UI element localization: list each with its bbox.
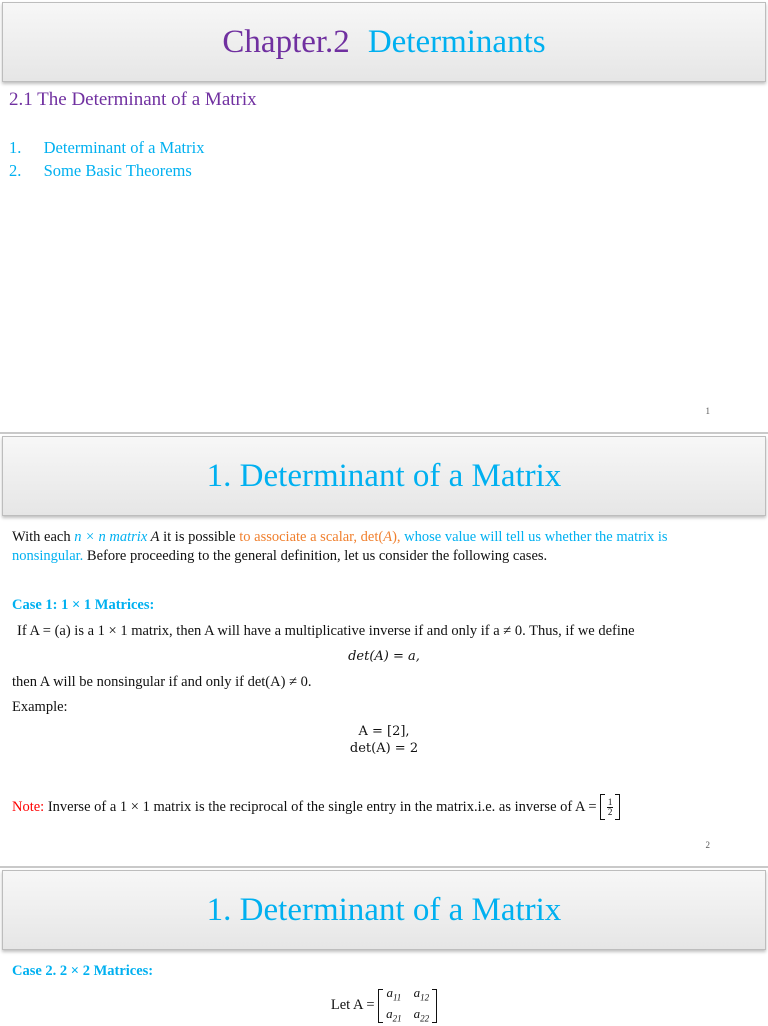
slide-2-title-text: 1. Determinant of a Matrix	[206, 457, 562, 494]
slide-1	[0, 0, 768, 432]
toc-item-2-number: 2.	[9, 161, 22, 180]
case1-then: then A will be nonsingular if and only if det(A) ≠ 0.	[12, 674, 312, 690]
note-line	[12, 794, 620, 820]
slide-2	[0, 434, 768, 866]
intro-line-1	[12, 529, 668, 546]
intro-scalar-close: ),	[392, 529, 405, 545]
intro-nonsingular: nonsingular.	[12, 548, 84, 564]
example-eq-2: det(A) = 2	[349, 741, 419, 756]
slide-3	[0, 868, 768, 1024]
intro-whose: whose value will tell us whether the matrix is	[404, 529, 668, 545]
example-eq-1: A = [2],	[358, 724, 410, 739]
intro-line-2	[12, 548, 547, 565]
note-fraction-matrix	[600, 794, 620, 820]
case2-heading: Case 2. 2 × 2 Matrices:	[12, 963, 154, 979]
toc-item-1-label: Determinant of a Matrix	[43, 138, 205, 157]
intro-scalar: to associate a scalar, det(	[239, 529, 384, 545]
fraction-numerator: 1	[607, 796, 613, 807]
page-number-1: 1	[705, 406, 710, 416]
matrix-2x2	[378, 985, 437, 1026]
example-label: Example:	[12, 699, 68, 715]
note-label: Note:	[12, 798, 45, 815]
title-prefix: Chapter.2	[222, 23, 350, 60]
slide-3-title-text: 1. Determinant of a Matrix	[206, 891, 562, 928]
intro-nxn: n × n matrix	[74, 529, 151, 545]
intro-a: A	[150, 529, 160, 545]
matrix-entry-a11: $a_{11}$	[386, 985, 402, 1003]
toc-item-2-label: Some Basic Theorems	[43, 161, 192, 180]
title-main: Determinants	[367, 23, 546, 60]
intro-text: With each	[12, 529, 75, 545]
case1-line: If A = (a) is a 1 × 1 matrix, then A will have a multiplicative inverse if and only if a ≠ 0. Thus, if we define	[17, 623, 635, 639]
note-text: Inverse of a 1 × 1 matrix is the reciprocal of the single entry in the matrix.i.e. as inverse of A =	[44, 798, 601, 815]
intro-rest: Before proceeding to the general definition, let us consider the following cases.	[83, 548, 548, 564]
let-text: Let A =	[330, 997, 379, 1014]
page-number-2: 2	[705, 840, 710, 850]
slide-1-title	[2, 2, 766, 82]
fraction-denominator: 2	[607, 806, 613, 817]
toc-item-1-number: 1.	[9, 138, 22, 157]
case1-definition: det(A) = a,	[348, 649, 420, 664]
matrix-entry-a22: $a_{22}$	[413, 1005, 430, 1024]
slide-2-title	[2, 436, 766, 516]
matrix-entry-a21: $a_{21}$	[386, 1005, 402, 1024]
slide-3-title	[2, 870, 766, 950]
matrix-entry-a12: $a_{12}$	[413, 985, 430, 1003]
case2-matrix-line	[0, 985, 768, 1026]
toc-item-1[interactable]	[9, 138, 204, 158]
section-heading: 2.1 The Determinant of a Matrix	[9, 89, 257, 110]
intro-scalar-a: A	[383, 529, 393, 545]
case1-heading: Case 1: 1 × 1 Matrices:	[12, 597, 155, 613]
intro-text-2: it is possible	[159, 529, 240, 545]
toc-item-2[interactable]	[9, 161, 192, 181]
